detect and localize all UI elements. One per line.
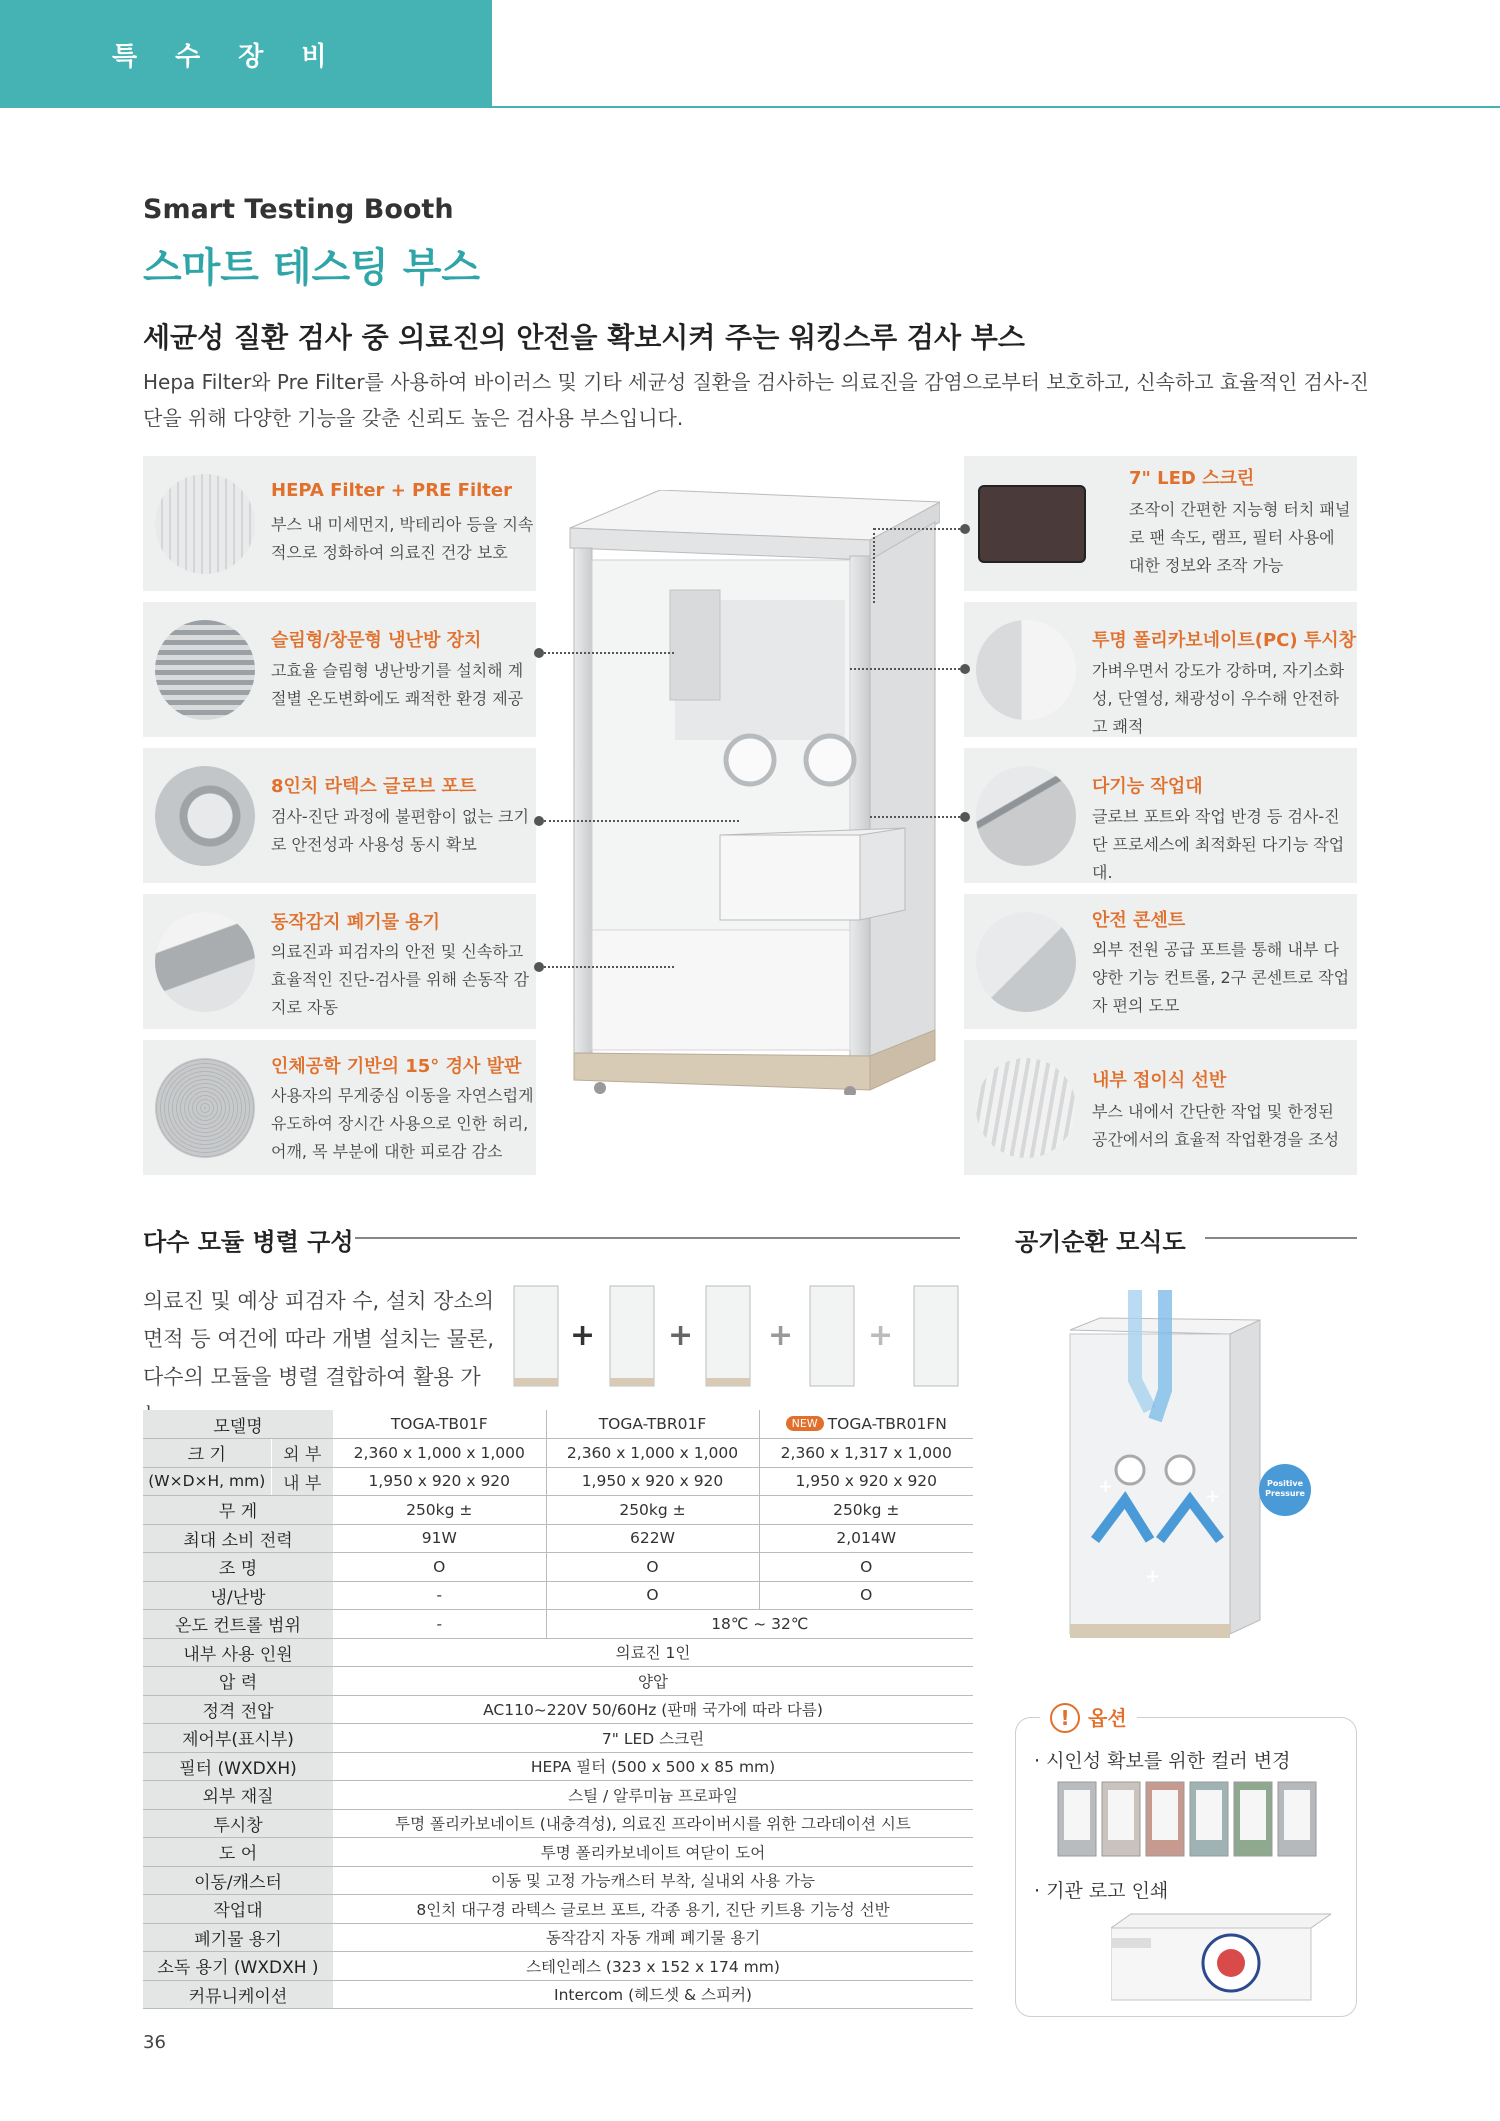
table-row: [143, 1752, 973, 1781]
option-color-change: · 시인성 확보를 위한 컬러 변경: [1034, 1750, 1291, 1772]
module-plus: +: [868, 1318, 894, 1353]
feature-desc: 외부 전원 공급 포트를 통해 내부 다양한 기능 컨트롤, 2구 콘센트로 작업자 편의 도모: [1092, 940, 1350, 1015]
connector-line: [873, 528, 875, 603]
feature-aircon: [143, 602, 536, 737]
spec-value: 2,360 x 1,317 x 1,000: [759, 1439, 973, 1468]
spec-label: 소독 용기 (WXDXH ): [143, 1952, 333, 1981]
feature-outlet: [964, 894, 1357, 1029]
spec-sublabel: 내 부: [271, 1467, 333, 1496]
connector-dot: [960, 664, 970, 674]
spec-value: -: [333, 1610, 546, 1639]
description: Hepa Filter와 Pre Filter를 사용하여 바이러스 및 기타 세균성 질환을 검사하는 의료진을 감염으로부터 보호하고, 신속하고 효율적인 검사-진단을 위해 다양한 기능을 갖춘 신뢰도 높은 검사용 부스입니다.: [143, 370, 1369, 430]
spec-value: 2,360 x 1,000 x 1,000: [333, 1439, 546, 1468]
connector-line: [874, 528, 960, 530]
pc-window-image: [976, 620, 1076, 720]
spec-label: 무 게: [143, 1496, 333, 1525]
spec-value: 250kg ±: [759, 1496, 973, 1525]
spec-label: 외부 재질: [143, 1781, 333, 1810]
spec-value: HEPA 필터 (500 x 500 x 85 mm): [333, 1752, 973, 1781]
footrest-image: [155, 1058, 255, 1158]
module-plus: +: [668, 1318, 694, 1353]
spec-sublabel: 외 부: [271, 1439, 333, 1468]
booth-illustration: [560, 490, 940, 1095]
model-name-new: [759, 1410, 973, 1439]
connector-line: [544, 966, 674, 968]
connector-dot: [534, 816, 544, 826]
module-plus: +: [570, 1318, 596, 1353]
title-ko: 스마트 테스팅 부스: [143, 245, 480, 291]
page-number: 36: [143, 2032, 166, 2053]
table-row: [143, 1610, 973, 1639]
connector-dot: [534, 962, 544, 972]
modules-desc: 의료진 및 예상 피검자 수, 설치 장소의 면적 등 여건에 따라 개별 설치는 물론, 다수의 모듈을 병렬 결합하여 활용 가: [143, 1289, 495, 1389]
table-row: [143, 1695, 973, 1724]
spec-label: 최대 소비 전력: [143, 1524, 333, 1553]
feature-desc: 의료진과 피검자의 안전 및 신속하고 효율적인 진단-검사를 위해 손동작 감지로 자동: [271, 942, 529, 1017]
feature-glove-port: [143, 748, 536, 883]
spec-label: 도 어: [143, 1838, 333, 1867]
options-box: [1015, 1706, 1357, 2017]
shelf-image: [976, 1058, 1076, 1158]
spec-label: 압 력: [143, 1667, 333, 1696]
spec-value: 이동 및 고정 가능캐스터 부착, 실내외 사용 가능: [333, 1866, 973, 1895]
spec-value: O: [333, 1553, 546, 1582]
aircon-image: [155, 620, 255, 720]
table-row: [143, 1838, 973, 1867]
spec-value: O: [759, 1553, 973, 1582]
spec-value: 250kg ±: [333, 1496, 546, 1525]
color-variant-booth: [1146, 1782, 1184, 1856]
spec-value: 의료진 1인: [333, 1638, 973, 1667]
spec-value: 622W: [546, 1524, 759, 1553]
feature-desc: 부스 내 미세먼지, 박테리아 등을 지속적으로 정화하여 의료진 건강 보호: [271, 515, 534, 562]
modules-heading: 다수 모듈 병렬 구성: [143, 1228, 354, 1256]
waste-bin-image: [155, 912, 255, 1012]
table-row: [143, 1724, 973, 1753]
table-row: [143, 1581, 973, 1610]
modules-rule: [355, 1237, 960, 1239]
spec-label: 조 명: [143, 1553, 333, 1582]
table-row: [143, 1524, 973, 1553]
connector-line: [544, 652, 674, 654]
connector-dot: [960, 524, 970, 534]
connector-line: [870, 816, 960, 818]
spec-value: O: [546, 1553, 759, 1582]
module-plus: +: [768, 1318, 794, 1353]
spec-value: 투명 폴리카보네이트 (내충격성), 의료진 프라이버시를 위한 그라데이션 시트: [333, 1809, 973, 1838]
color-variant-booth: [1234, 1782, 1272, 1856]
header-rule: [492, 106, 1500, 108]
air-plus: +: [1205, 1486, 1221, 1507]
feature-title: 7" LED 스크린: [1129, 468, 1255, 489]
table-row: [143, 1952, 973, 1981]
spec-value: 2,360 x 1,000 x 1,000: [546, 1439, 759, 1468]
table-row: [143, 1781, 973, 1810]
air-plus: +: [1145, 1566, 1161, 1587]
spec-value: 2,014W: [759, 1524, 973, 1553]
model-name: TOGA-TBR01F: [546, 1410, 759, 1439]
feature-hepa-filter: [143, 456, 536, 591]
feature-led-screen: [964, 456, 1357, 591]
spec-label: (W×D×H, mm): [143, 1467, 271, 1496]
spec-value: 양압: [333, 1667, 973, 1696]
feature-desc: 글로브 포트와 작업 반경 등 검사-진단 프로세스에 최적화된 다기능 작업대.: [1092, 807, 1345, 882]
feature-desc: 검사-진단 과정에 불편함이 없는 크기로 안전성과 사용성 동시 확보: [271, 807, 529, 854]
spec-value: 스테인레스 (323 x 152 x 174 mm): [333, 1952, 973, 1981]
table-row: [143, 1667, 973, 1696]
spec-value: 1,950 x 920 x 920: [759, 1467, 973, 1496]
spec-label: 이동/캐스터: [143, 1866, 333, 1895]
feature-title: 다기능 작업대: [1092, 776, 1203, 797]
led-screen-image: [978, 485, 1086, 563]
feature-desc: 고효율 슬림형 냉난방기를 설치해 계절별 온도변화에도 쾌적한 환경 제공: [271, 661, 524, 708]
title-en: Smart Testing Booth: [143, 194, 454, 225]
table-row: [143, 1439, 973, 1468]
hepa-filter-image: [155, 474, 255, 574]
option-logo-print: · 기관 로고 인쇄: [1034, 1880, 1169, 1902]
spec-value: 250kg ±: [546, 1496, 759, 1525]
spec-value: 투명 폴리카보네이트 여닫이 도어: [333, 1838, 973, 1867]
air-plus: +: [1098, 1476, 1114, 1497]
spec-table: [143, 1410, 973, 2009]
spec-value: 18℃ ~ 32℃: [546, 1610, 973, 1639]
spec-value: 91W: [333, 1524, 546, 1553]
spec-value: 8인치 대구경 라텍스 글로브 포트, 각종 용기, 진단 키트용 기능성 선반: [333, 1895, 973, 1924]
table-row: [143, 1410, 973, 1439]
color-variant-booth: [1190, 1782, 1228, 1856]
connector-dot: [534, 648, 544, 658]
air-rule: [1205, 1237, 1357, 1239]
spec-value: 1,950 x 920 x 920: [546, 1467, 759, 1496]
table-row: [143, 1866, 973, 1895]
table-row: [143, 1809, 973, 1838]
feature-footrest: [143, 1040, 536, 1175]
table-row: [143, 1496, 973, 1525]
spec-value: O: [759, 1581, 973, 1610]
table-row: [143, 1895, 973, 1924]
spec-label: 제어부(표시부): [143, 1724, 333, 1753]
positive-pressure-badge: Positive Pressure: [1265, 1479, 1305, 1498]
feature-pc-window: [964, 602, 1357, 737]
table-row: [143, 1980, 973, 2009]
exclamation-icon: !: [1050, 1703, 1080, 1733]
color-variant-booth: [1278, 1782, 1316, 1856]
spec-label: 정격 전압: [143, 1695, 333, 1724]
table-row: [143, 1638, 973, 1667]
logo-print-illustration: [1111, 1908, 1331, 2003]
feature-title: 8인치 라텍스 글로브 포트: [271, 776, 477, 797]
feature-title: 투명 폴리카보네이트(PC) 투시창: [1092, 630, 1357, 651]
spec-value: 7" LED 스크린: [333, 1724, 973, 1753]
spec-value: 1,950 x 920 x 920: [333, 1467, 546, 1496]
spec-label: 내부 사용 인원: [143, 1638, 333, 1667]
feature-waste-bin: [143, 894, 536, 1029]
spec-label: 폐기물 용기: [143, 1923, 333, 1952]
outlet-image: [976, 912, 1076, 1012]
spec-value: O: [546, 1581, 759, 1610]
feature-shelf: [964, 1040, 1357, 1175]
feature-desc: 가벼우면서 강도가 강하며, 자기소화성, 단열성, 채광성이 우수해 안전하고 쾌적: [1092, 661, 1345, 736]
color-variant-booth: [1102, 1782, 1140, 1856]
spec-label: 투시창: [143, 1809, 333, 1838]
table-row: [143, 1923, 973, 1952]
feature-title: 슬림형/창문형 냉난방 장치: [271, 630, 482, 651]
spec-label: 작업대: [143, 1895, 333, 1924]
model-name: TOGA-TBR01FN: [827, 1415, 947, 1433]
options-title: 옵션: [1088, 1706, 1127, 1730]
feature-desc: 부스 내에서 간단한 작업 및 한정된 공간에서의 효율적 작업환경을 조성: [1092, 1102, 1340, 1149]
spec-label: 크 기: [143, 1439, 271, 1468]
model-name: TOGA-TB01F: [333, 1410, 546, 1439]
air-heading: 공기순환 모식도: [1015, 1228, 1186, 1256]
spec-value: AC110~220V 50/60Hz (판매 국가에 따라 다름): [333, 1695, 973, 1724]
table-row: [143, 1553, 973, 1582]
workbench-image: [976, 766, 1076, 866]
headline: 세균성 질환 검사 중 의료진의 안전을 확보시켜 주는 워킹스루 검사 부스: [143, 321, 1025, 354]
feature-title: HEPA Filter + PRE Filter: [271, 480, 512, 501]
spec-value: Intercom (헤드셋 & 스피커): [333, 1980, 973, 2009]
spec-label: 온도 컨트롤 범위: [143, 1610, 333, 1639]
spec-label: 필터 (WXDXH): [143, 1752, 333, 1781]
feature-title: 인체공학 기반의 15° 경사 발판: [271, 1056, 522, 1077]
feature-title: 동작감지 폐기물 용기: [271, 912, 441, 933]
spec-label: 모델명: [143, 1410, 333, 1439]
feature-desc: 사용자의 무게중심 이동을 자연스럽게 유도하여 장시간 사용으로 인한 허리, 어깨, 목 부분에 대한 피로감 감소: [271, 1086, 534, 1161]
options-heading: [1040, 1702, 1137, 1733]
feature-title: 안전 콘센트: [1092, 910, 1186, 931]
spec-value: 동작감지 자동 개폐 폐기물 용기: [333, 1923, 973, 1952]
color-variant-booth: [1058, 1782, 1096, 1856]
spec-value: -: [333, 1581, 546, 1610]
feature-desc: 조작이 간편한 지능형 터치 패널로 팬 속도, 램프, 필터 사용에 대한 정보와 조작 가능: [1129, 500, 1351, 575]
section-label: 특수장비: [112, 42, 365, 72]
feature-title: 내부 접이식 선반: [1092, 1070, 1227, 1091]
table-row: [143, 1467, 973, 1496]
glove-port-image: [155, 766, 255, 866]
spec-label: 냉/난방: [143, 1581, 333, 1610]
spec-label: 커뮤니케이션: [143, 1980, 333, 2009]
new-badge: NEW: [786, 1416, 824, 1431]
connector-dot: [960, 812, 970, 822]
connector-line: [850, 668, 960, 670]
feature-workbench: [964, 748, 1357, 883]
spec-value: 스틸 / 알루미늄 프로파일: [333, 1781, 973, 1810]
connector-line: [544, 820, 739, 822]
color-options-illustration: [1056, 1778, 1321, 1858]
